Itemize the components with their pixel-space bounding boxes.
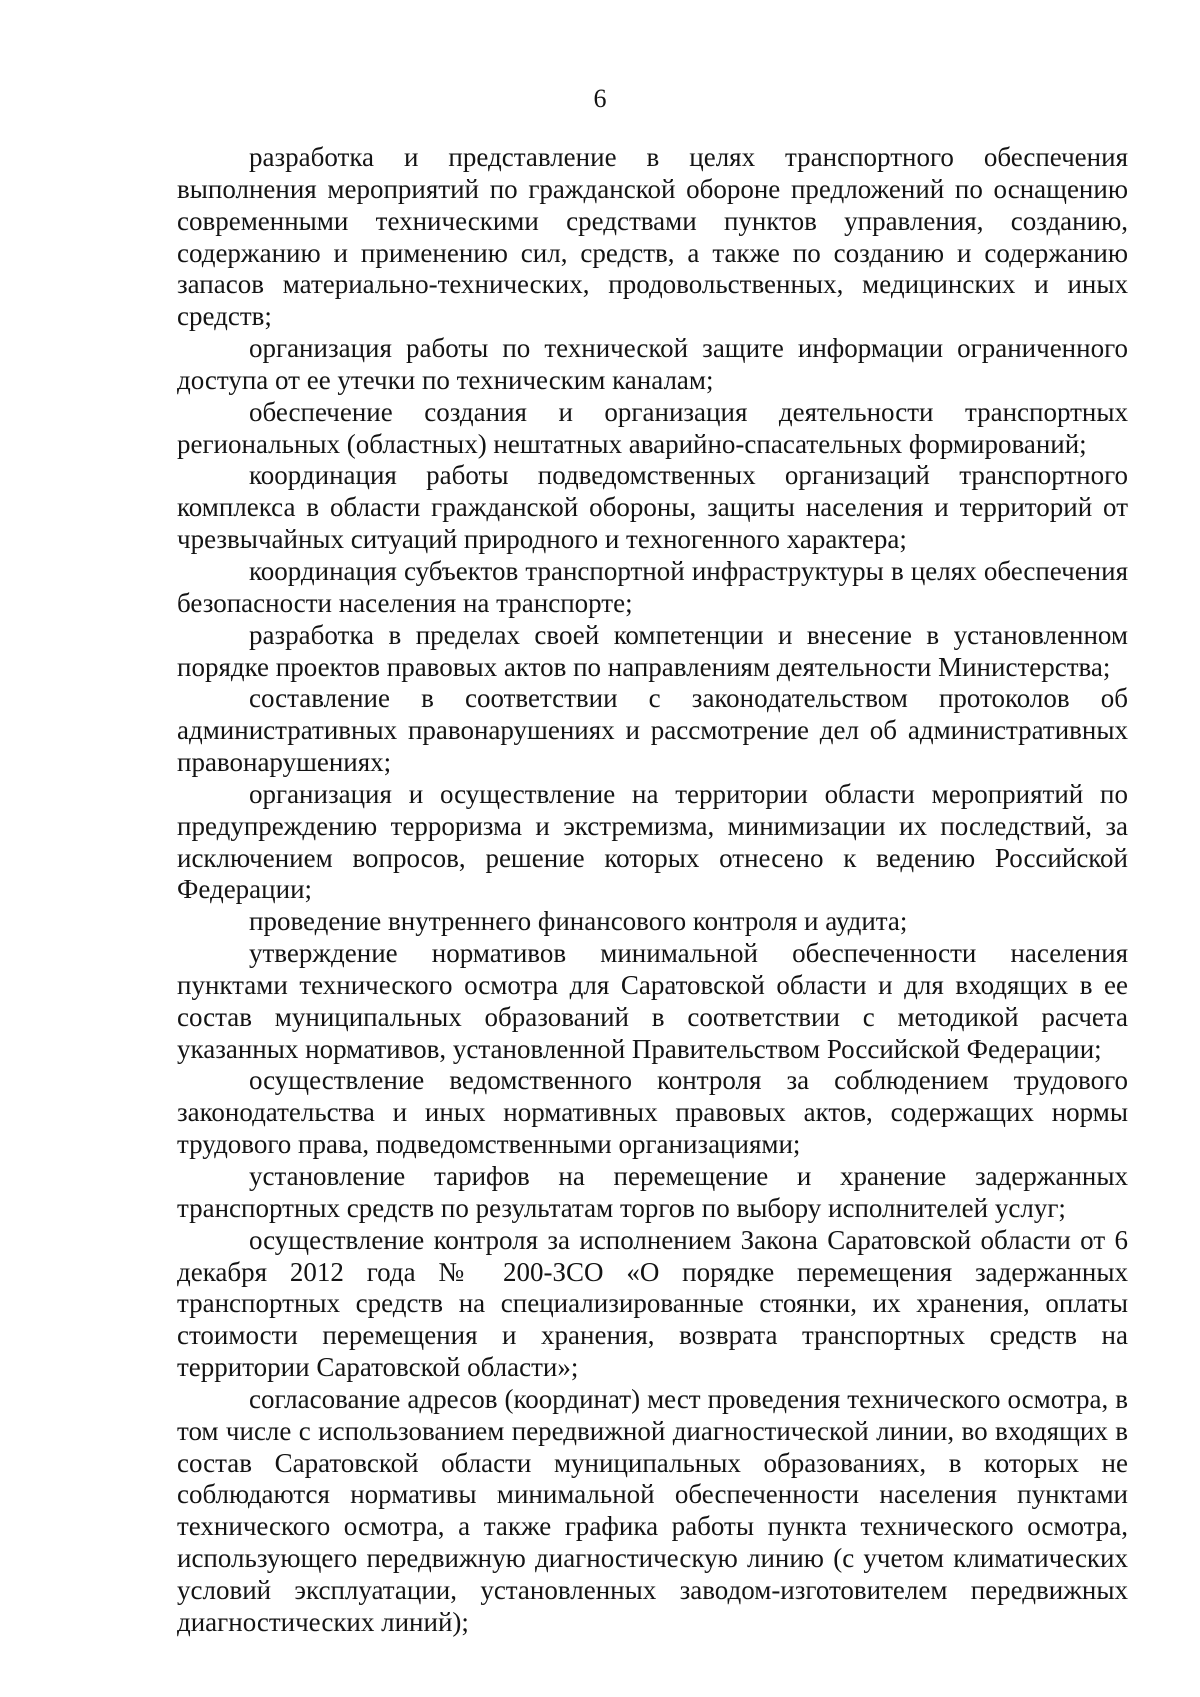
document-body xyxy=(177,142,1128,1639)
paragraph-3: обеспечение создания и организация деятельности транспортных региональных (областных) нештатных аварийно-спасательных формирований; xyxy=(177,396,1128,459)
paragraph-11: осуществление ведомственного контроля за соблюдением трудового законодательства и иных нормативных правовых актов, содержащих нормы трудового права, подведомственными организациями; xyxy=(177,1065,1128,1160)
paragraph-2: организация работы по технической защите информации ограниченного доступа от ее утечки по техническим каналам; xyxy=(177,333,1128,395)
paragraph-13: осуществление контроля за исполнением Закона Саратовской области от 6 декабря 2012 года № 200-ЗСО «О порядке перемещения задержанных транспортных средств на специализированные стоянки, их хранения, оплаты стоимости перемещения и хранения, возврата транспортных средств на территории Саратовской области»; xyxy=(177,1224,1128,1383)
paragraph-12: установление тарифов на перемещение и хранение задержанных транспортных средств по результатам торгов по выбору исполнителей услуг; xyxy=(177,1161,1128,1223)
paragraph-1: разработка и представление в целях транспортного обеспечения выполнения мероприятий по гражданской обороне предложений по оснащению современными техническими средствами пунктов управления, созданию, содержанию и применению сил, средств, а также по созданию и содержанию запасов материально-технических, продовольственных, медицинских и иных средств; xyxy=(177,142,1128,332)
paragraph-9: проведение внутреннего финансового контроля и аудита; xyxy=(249,906,908,937)
paragraph-6: разработка в пределах своей компетенции и внесение в установленном порядке проектов правовых актов по направлениям деятельности Министерства; xyxy=(177,619,1128,682)
paragraph-5: координация субъектов транспортной инфраструктуры в целях обеспечения безопасности населения на транспорте; xyxy=(177,555,1128,618)
paragraph-8: организация и осуществление на территории области мероприятий по предупреждению терроризма и экстремизма, минимизации их последствий, за исключением вопросов, решение которых отнесено к ведению Российской Федерации; xyxy=(177,778,1128,905)
paragraph-4: координация работы подведомственных организаций транспортного комплекса в области гражданской обороны, защиты населения и территорий от чрезвычайных ситуаций природного и техногенного характера; xyxy=(177,460,1128,555)
paragraph-10: утверждение нормативов минимальной обеспеченности населения пунктами технического осмотра для Саратовской области и для входящих в ее состав муниципальных образований в соответствии с методикой расчета указанных нормативов, установленной Правительством Российской Федерации; xyxy=(177,938,1128,1064)
paragraph-14: согласование адресов (координат) мест проведения технического осмотра, в том числе с использованием передвижной диагностической линии, во входящих в состав Саратовской области муниципальных образованиях, в которых не соблюдаются нормативы минимальной обеспеченности населения пунктами технического осмотра, а также графика работы пункта технического осмотра, использующего передвижную диагностическую линию (с учетом климатических условий эксплуатации, установленных заводом-изготовителем передвижных диагностических линий); xyxy=(177,1383,1128,1637)
paragraph-7: составление в соответствии с законодательством протоколов об административных правонарушениях и рассмотрение дел об административных правонарушениях; xyxy=(177,683,1128,778)
page-number: 6 xyxy=(593,84,607,113)
